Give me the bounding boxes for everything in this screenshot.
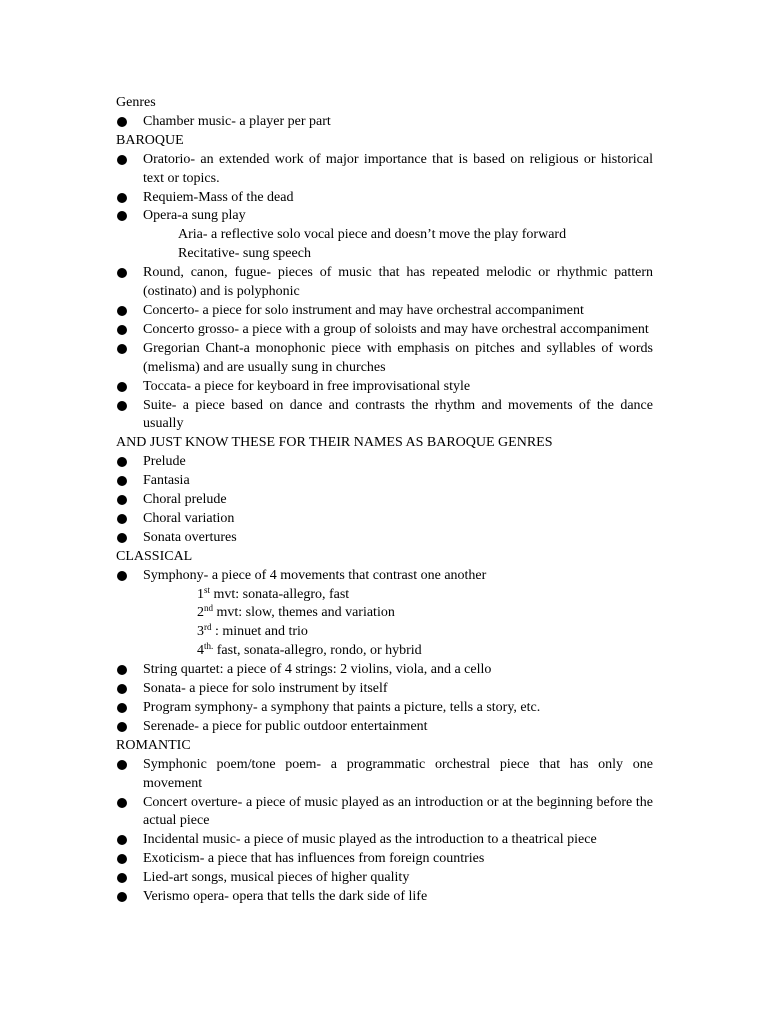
bullet-icon [117, 457, 127, 467]
movement-text: mvt: slow, themes and variation [213, 605, 395, 621]
list-item-text: Sonata overtures [143, 529, 237, 545]
list-item [116, 888, 653, 907]
sub-item: Recitative- sung speech [178, 246, 311, 262]
list-item-text: Program symphony- a symphony that paints a picture, tells a story, etc. [143, 700, 541, 715]
bullet-icon [117, 760, 127, 770]
bullet-icon [117, 268, 127, 278]
list-item-text: Symphony- a piece of 4 movements that contrast one another [143, 567, 487, 583]
list-item [116, 510, 653, 529]
list-item-text: Symphonic poem/tone poem- a programmatic orchestral piece that has only one movement [143, 756, 653, 791]
bullet-icon [117, 665, 127, 675]
list-item-text: Suite- a piece based on dance and contrasts the rhythm and movements of the dance usually [143, 397, 653, 432]
movement-text: mvt: sonata-allegro, fast [210, 586, 350, 602]
list-item [116, 699, 653, 718]
bullet-icon [117, 722, 127, 732]
ordinal-suffix: th. [204, 641, 214, 652]
list-item [116, 491, 653, 510]
bullet-icon [117, 476, 127, 486]
list-item-text: Choral prelude [143, 492, 227, 508]
list-item-text: Fantasia [143, 473, 190, 489]
bullet-icon [117, 211, 127, 221]
list-item [116, 718, 653, 737]
list-item [116, 567, 653, 662]
movement-text: : minuet and trio [211, 624, 308, 640]
movement-number: 3 [197, 624, 204, 640]
list-item [116, 756, 653, 794]
list-item [116, 378, 653, 397]
bullet-list [116, 756, 653, 907]
list-item-text: Incidental music- a piece of music played as the introduction to a theatrical piece [143, 832, 597, 848]
list-item [116, 794, 653, 832]
list-item-text: Chamber music- a player per part [143, 113, 331, 129]
bullet-icon [117, 684, 127, 694]
section-heading: AND JUST KNOW THESE FOR THEIR NAMES AS BAROQUE GENRES [116, 435, 553, 451]
bullet-list [116, 113, 653, 132]
movement-number: 1 [197, 586, 204, 602]
list-item [116, 831, 653, 850]
bullet-icon [117, 854, 127, 864]
movement-number: 2 [197, 605, 204, 621]
list-item [116, 340, 653, 378]
list-item-text: Prelude [143, 454, 186, 470]
bullet-icon [117, 344, 127, 354]
list-item [116, 189, 653, 208]
bullet-icon [117, 325, 127, 335]
list-item-text: Opera-a sung play [143, 208, 246, 224]
bullet-icon [117, 571, 127, 581]
bullet-list [116, 151, 653, 435]
movement-item [143, 642, 653, 661]
bullet-icon [117, 495, 127, 505]
bullet-icon [117, 798, 127, 808]
list-item-text: Concerto- a piece for solo instrument and may have orchestral accompaniment [143, 302, 584, 318]
list-item-text: Requiem-Mass of the dead [143, 189, 294, 205]
document-body [116, 94, 653, 907]
list-item-text: Concerto grosso- a piece with a group of soloists and may have orchestral accompaniment [143, 321, 649, 337]
list-item-text: Verismo opera- opera that tells the dark side of life [143, 889, 428, 905]
bullet-icon [117, 514, 127, 524]
ordinal-suffix: st [204, 584, 211, 595]
movement-item [143, 604, 653, 623]
list-item-text: Oratorio- an extended work of major importance that is based on religious or historical text or topics. [143, 151, 653, 186]
list-item [116, 529, 653, 548]
list-item-text: Toccata- a piece for keyboard in free improvisational style [143, 378, 471, 394]
sub-item: Aria- a reflective solo vocal piece and doesn’t move the play forward [178, 227, 567, 243]
movement-number: 4 [197, 643, 204, 659]
bullet-icon [117, 382, 127, 392]
list-item [116, 151, 653, 189]
bullet-icon [117, 401, 127, 411]
bullet-list [116, 567, 653, 737]
list-item-text: Exoticism- a piece that has influences from foreign countries [143, 851, 485, 867]
list-item [116, 850, 653, 869]
bullet-icon [117, 117, 127, 127]
movement-item [143, 586, 653, 605]
list-item [116, 472, 653, 491]
list-item-text: Choral variation [143, 510, 235, 526]
list-item [116, 302, 653, 321]
list-item-text: String quartet: a piece of 4 strings: 2 violins, viola, and a cello [143, 662, 492, 678]
list-item [116, 661, 653, 680]
list-item-text: Lied-art songs, musical pieces of higher quality [143, 870, 410, 886]
bullet-icon [117, 835, 127, 845]
section-heading: CLASSICAL [116, 548, 193, 564]
list-item [116, 453, 653, 472]
bullet-list [116, 453, 653, 548]
list-item [116, 113, 653, 132]
section-heading: ROMANTIC [116, 737, 191, 753]
bullet-icon [117, 193, 127, 203]
list-item-text: Round, canon, fugue- pieces of music that has repeated melodic or rhythmic pattern (ostinato) and is polyphonic [143, 265, 653, 300]
bullet-icon [117, 703, 127, 713]
list-item [116, 264, 653, 302]
list-item [116, 680, 653, 699]
section-heading: BAROQUE [116, 132, 184, 148]
list-item [116, 321, 653, 340]
list-item [116, 397, 653, 435]
bullet-icon [117, 892, 127, 902]
list-item-text: Serenade- a piece for public outdoor entertainment [143, 718, 428, 734]
bullet-icon [117, 155, 127, 165]
bullet-icon [117, 533, 127, 543]
list-item-text: Gregorian Chant-a monophonic piece with emphasis on pitches and syllables of words (melisma) and are usually sung in churches [143, 340, 653, 375]
bullet-icon [117, 873, 127, 883]
list-item [116, 207, 653, 264]
movement-text: fast, sonata-allegro, rondo, or hybrid [213, 643, 422, 659]
list-item-text: Sonata- a piece for solo instrument by itself [143, 681, 388, 697]
ordinal-suffix: nd [204, 603, 213, 614]
movement-item [143, 623, 653, 642]
list-item-text: Concert overture- a piece of music played as an introduction or at the beginning before the actual piece [143, 794, 653, 829]
section-heading: Genres [116, 95, 156, 110]
list-item [116, 869, 653, 888]
bullet-icon [117, 306, 127, 316]
ordinal-suffix: rd [204, 622, 212, 633]
